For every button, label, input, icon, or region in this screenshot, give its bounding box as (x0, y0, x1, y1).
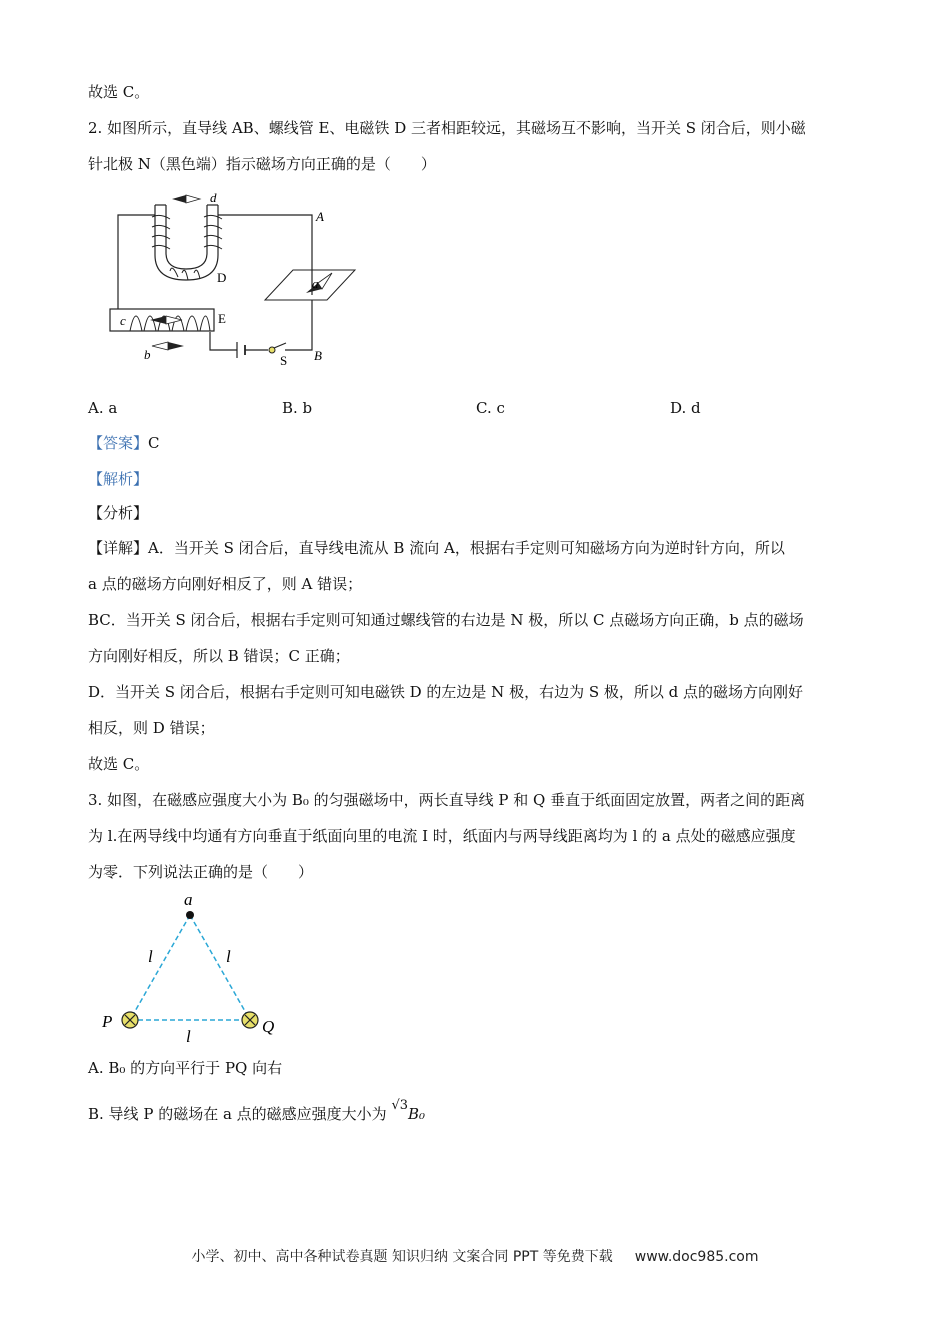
label-B: B (314, 348, 322, 363)
label-c: c (120, 313, 126, 328)
label-A: A (316, 209, 324, 224)
fig2-label-l-right: l (226, 947, 231, 966)
label-D: D (217, 270, 227, 285)
q2-option-a: A. a (88, 399, 118, 417)
fig2-label-Q: Q (262, 1017, 275, 1036)
q3-option-a: A. B₀ 的方向平行于 PQ 向右 (88, 1059, 283, 1077)
fig2-label-l-bottom: l (186, 1027, 191, 1046)
question-2-text-2: 针北极 N（黑色端）指示磁场方向正确的是（ ） (88, 155, 436, 173)
question-3-text-2: 为 l.在两导线中均通有方向垂直于纸面向里的电流 I 时，纸面内与两导线距离均为 l 的 a 点处的磁感应强度 (88, 827, 796, 845)
label-d: d (210, 190, 217, 205)
fig2-label-l-left: l (148, 947, 153, 966)
detail-text-1: A．当开关 S 闭合后，直导线电流从 B 流向 A，根据右手定则可知磁场方向为逆时针方向，所以 (148, 539, 785, 557)
detail-line-1 (88, 538, 785, 558)
fenxi-tag: 【分析】 (88, 504, 149, 522)
wire-P-icon (122, 1012, 138, 1028)
wire-Q-icon (242, 1012, 258, 1028)
q2-option-b: B. b (282, 399, 313, 417)
detail-line-6: 相反，则 D 错误； (88, 719, 215, 737)
detail-line-5: D．当开关 S 闭合后，根据右手定则可知电磁铁 D 的左边是 N 极，右边为 S 极，所以 d 点的磁场方向刚好 (88, 683, 804, 701)
detail-line-3: BC．当开关 S 闭合后，根据右手定则可知通过螺线管的右边是 N 极，所以 C 点磁场方向正确，b 点的磁场 (88, 611, 804, 629)
fig2-label-a: a (184, 890, 193, 909)
detail-line-4: 方向刚好相反，所以 B 错误；C 正确； (88, 647, 350, 665)
analysis-tag: 【解析】 (88, 470, 149, 488)
answer-line (88, 433, 160, 453)
circuit-figure (100, 185, 370, 375)
label-S: S (280, 353, 288, 368)
footer-text: 小学、初中、高中各种试卷真题 知识归纳 文案合同 PPT 等免费下载 (191, 1249, 613, 1265)
conclusion-line-2: 故选 C。 (88, 755, 150, 773)
label-a: a (312, 276, 319, 291)
q3-option-b-text: B. 导线 P 的磁场在 a 点的磁感应强度大小为 (88, 1105, 387, 1123)
detail-tag: 【详解】 (88, 539, 149, 557)
q2-option-c: C. c (476, 399, 505, 417)
fig2-label-P: P (102, 1012, 113, 1031)
label-b: b (144, 347, 151, 362)
b0-symbol: B₀ (408, 1105, 426, 1123)
q3-option-b (88, 1098, 426, 1126)
question-2-text-1: 2. 如图所示，直导线 AB、螺线管 E、电磁铁 D 三者相距较远，其磁场互不影响，当开关 S 闭合后，则小磁 (88, 119, 806, 137)
detail-line-2: a 点的磁场方向刚好相反了，则 A 错误； (88, 575, 363, 593)
q2-option-d: D. d (670, 399, 701, 417)
page-footer (0, 1246, 950, 1266)
sqrt-three: √3 (391, 1098, 409, 1113)
footer-url[interactable]: www.doc985.com (634, 1249, 759, 1265)
answer-value: C (148, 434, 160, 452)
question-3-text-1: 3. 如图，在磁感应强度大小为 B₀ 的匀强磁场中，两长直导线 P 和 Q 垂直于纸面固定放置，两者之间的距离 (88, 791, 806, 809)
answer-tag: 【答案】 (88, 434, 149, 452)
question-3-text-3: 为零．下列说法正确的是（ ） (88, 863, 314, 881)
conclusion-line-1: 故选 C。 (88, 83, 150, 101)
triangle-figure (98, 890, 298, 1050)
label-E: E (218, 311, 226, 326)
